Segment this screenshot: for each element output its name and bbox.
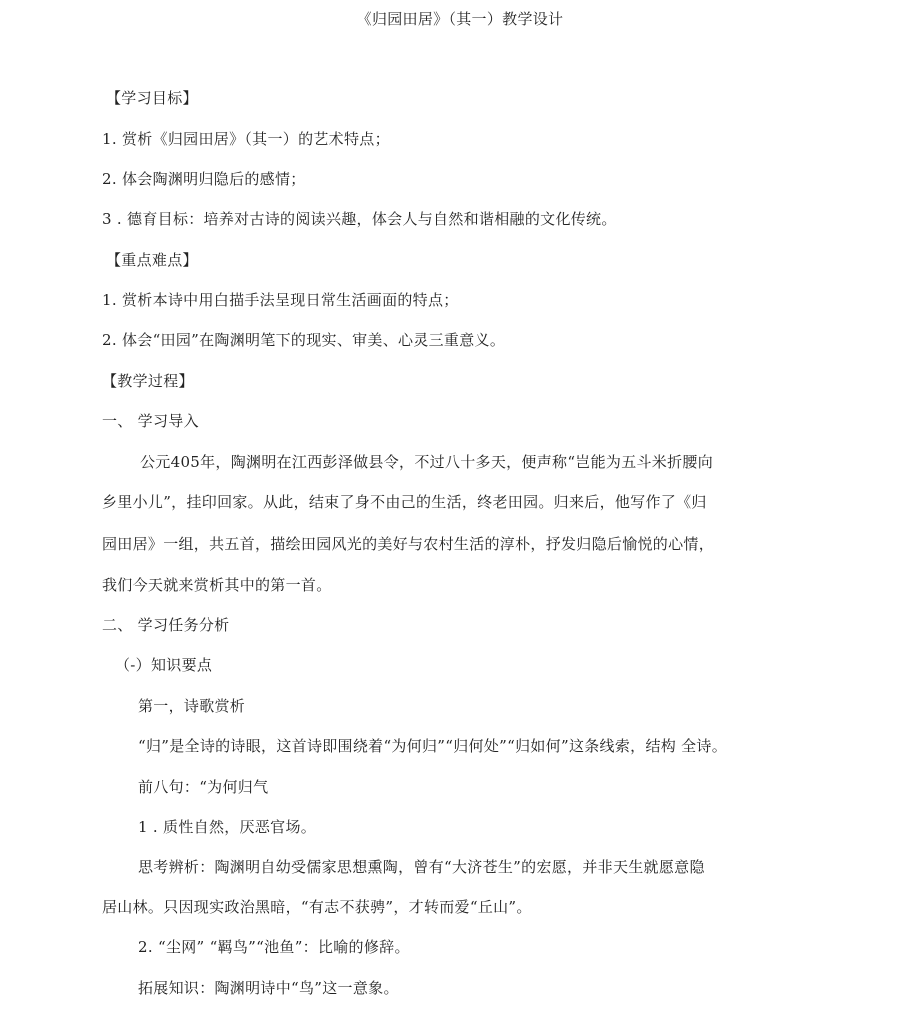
first-eight-lines: 前八句：“为何归气 <box>138 778 269 796</box>
thinking-line-1: 思考辨析：陶渊明自幼受儒家思想熏陶，曾有“大济苍生”的宏愿，并非天生就愿意隐 <box>138 858 705 876</box>
sub1-heading: （-）知识要点 <box>115 656 213 674</box>
goals-heading: 【学习目标】 <box>106 89 198 107</box>
intro-line-4: 我们今天就来赏析其中的第一首。 <box>102 576 332 594</box>
point-2: 2. “尘网” “羁鸟”“池鱼”：比喻的修辞。 <box>138 938 410 956</box>
point-1: 1 . 质性自然，厌恶官场。 <box>138 818 317 836</box>
intro-line-1: 公元405年，陶渊明在江西彭泽做县令，不过八十多天，便声称“岂能为五斗米折腰向 <box>140 453 714 471</box>
extension-knowledge: 拓展知识：陶渊明诗中“鸟”这一意象。 <box>138 979 399 997</box>
part1-heading: 一、 学习导入 <box>102 412 199 430</box>
goal-item-3: 3 . 德育目标：培养对古诗的阅读兴趣，体会人与自然和谐相融的文化传统。 <box>102 210 617 228</box>
intro-line-3: 园田居》一组，共五首，描绘田园风光的美好与农村生活的淳朴，抒发归隐后愉悦的心情， <box>102 535 715 553</box>
process-heading: 【教学过程】 <box>102 372 194 390</box>
key-point-item-1: 1. 赏析本诗中用白描手法呈现日常生活画面的特点； <box>102 291 459 309</box>
key-point-item-2: 2. 体会“田园”在陶渊明笔下的现实、审美、心灵三重意义。 <box>102 331 506 349</box>
goal-item-2: 2. 体会陶渊明归隐后的感情； <box>102 170 306 188</box>
goal-item-1: 1. 赏析《归园田居》（其一）的艺术特点； <box>102 130 390 148</box>
document-title: 《归园田居》（其一）教学设计 <box>356 10 564 28</box>
analysis-line: “归”是全诗的诗眼，这首诗即围绕着“为何归”“归何处”“归如何”这条线索，结构 全诗。 <box>138 737 728 755</box>
thinking-line-2: 居山林。只因现实政治黑暗，“有志不获骋”，才转而爱“丘山”。 <box>102 898 532 916</box>
key-points-heading: 【重点难点】 <box>106 251 198 269</box>
sub1-item1: 第一，诗歌赏析 <box>138 697 246 715</box>
intro-line-2: 乡里小儿”，挂印回家。从此，结束了身不由己的生活，终老田园。归来后，他写作了《归 <box>102 493 707 511</box>
part2-heading: 二、 学习任务分析 <box>102 616 230 634</box>
